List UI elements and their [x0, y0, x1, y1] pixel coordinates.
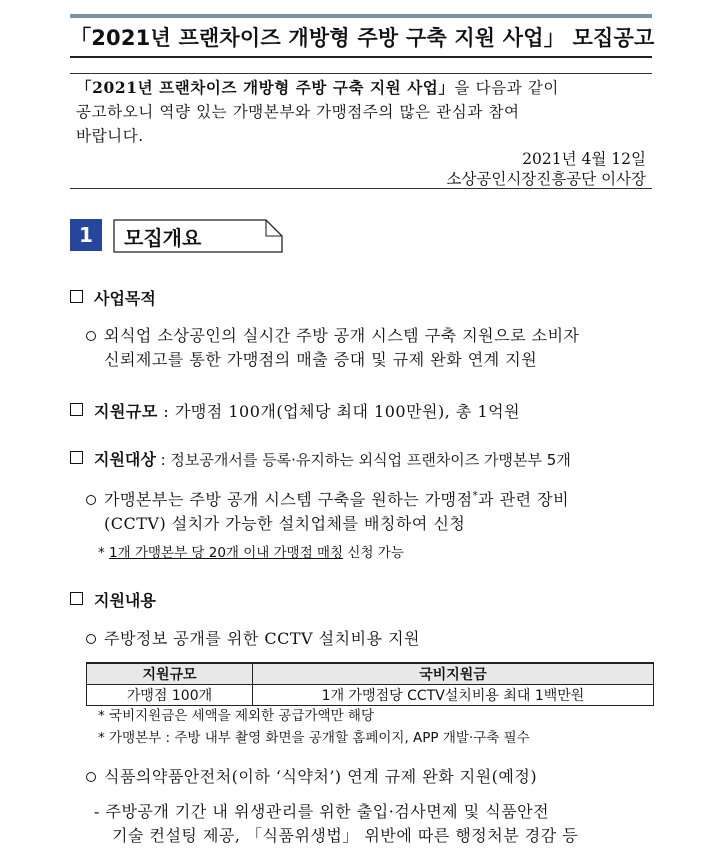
circle-bullet-icon [86, 772, 96, 782]
target-footnote-star: * [98, 545, 105, 561]
checkbox-square-icon [70, 592, 83, 605]
intro-line-1 [76, 76, 559, 98]
table-header-row [87, 663, 654, 685]
intro-line-1-rest: 을 다음과 같이 [454, 79, 559, 97]
purpose-line-2: 신뢰제고를 통한 가맹점의 매출 증대 및 규제 완화 연계 지원 [104, 350, 538, 369]
target-text: : 정보공개서를 등록·유지하는 외식업 프랜차이즈 가맹본부 5개 [155, 451, 571, 469]
title-top-bar [70, 14, 652, 18]
document-title: 「2021년 프랜차이즈 개방형 주방 구축 지원 사업」 모집공고 [70, 26, 655, 50]
content-note-1: * 국비지원금은 세액을 제외한 공급가액만 해당 [98, 708, 374, 724]
checkbox-square-icon [70, 451, 83, 464]
circle-bullet-icon [86, 331, 96, 341]
intro-bottom-rule [70, 188, 652, 189]
purpose-label: 사업목적 [94, 289, 156, 308]
scale-label: 지원규모 [94, 402, 158, 421]
intro-line-3: 바랍니다. [76, 127, 144, 145]
target-bullet-line-1 [104, 487, 569, 510]
section-number-badge: 1 [70, 219, 102, 251]
circle-bullet-icon [86, 634, 96, 644]
intro-line-2: 공고하오니 역량 있는 가맹본부와 가맹점주의 많은 관심과 참여 [76, 103, 520, 121]
purpose-line-1: 외식업 소상공인의 실시간 주방 공개 시스템 구축 지원으로 소비자 [104, 326, 580, 345]
target-footnote [98, 541, 404, 561]
content-bullet-1: 주방정보 공개를 위한 CCTV 설치비용 지원 [104, 629, 420, 648]
title-underline [70, 56, 652, 58]
scale-line [94, 399, 520, 422]
intro-top-rule [70, 73, 652, 74]
intro-project-name: 「2021년 프랜차이즈 개방형 주방 구축 지원 사업」 [76, 78, 455, 97]
target-footnote-rest: 신청 가능 [343, 545, 404, 561]
scale-text: : 가맹점 100개(업체당 최대 100만원), 총 1억원 [157, 402, 521, 421]
target-line [94, 447, 571, 470]
target-bullet-text-b: 과 관련 장비 [478, 490, 570, 509]
content-dash-line-1: - 주방공개 기간 내 위생관리를 위한 출입·검사면제 및 식품안전 [94, 802, 550, 821]
target-footnote-mark: * [472, 490, 479, 502]
checkbox-square-icon [70, 290, 83, 303]
table-header-cell: 국비지원금 [253, 663, 654, 685]
table-cell: 가맹점 100개 [87, 685, 253, 706]
table-header-cell: 지원규모 [87, 663, 253, 685]
content-note-2: * 가맹본부 : 주방 내부 촬영 화면을 공개할 홈페이지, APP 개발·구축 필수 [98, 730, 530, 746]
target-bullet-text-a: 가맹본부는 주방 공개 시스템 구축을 원하는 가맹점 [104, 490, 473, 509]
target-label: 지원대상 [94, 450, 156, 469]
target-bullet-line-2: (CCTV) 설치가 가능한 설치업체를 배칭하여 신청 [104, 514, 466, 533]
support-table [86, 662, 654, 706]
target-footnote-underlined: 1개 가맹본부 당 20개 이내 가맹점 매칭 [109, 545, 344, 561]
announcement-date: 2021년 4월 12일 [522, 150, 646, 168]
content-bullet-2: 식품의약품안전처(이하 ‘식약처’) 연계 규제 완화 지원(예정) [104, 767, 538, 786]
content-label: 지원내용 [94, 591, 156, 610]
table-cell: 1개 가맹점당 CCTV설치비용 최대 1백만원 [253, 685, 654, 706]
table-row [87, 685, 654, 706]
issuing-organization: 소상공인시장진흥공단 이사장 [446, 170, 646, 188]
section-title: 모집개요 [124, 226, 202, 250]
circle-bullet-icon [86, 495, 96, 505]
checkbox-square-icon [70, 403, 83, 416]
content-dash-line-2: 기술 컨설팅 제공, 「식품위생법」 위반에 따른 행정처분 경감 등 [112, 826, 579, 845]
